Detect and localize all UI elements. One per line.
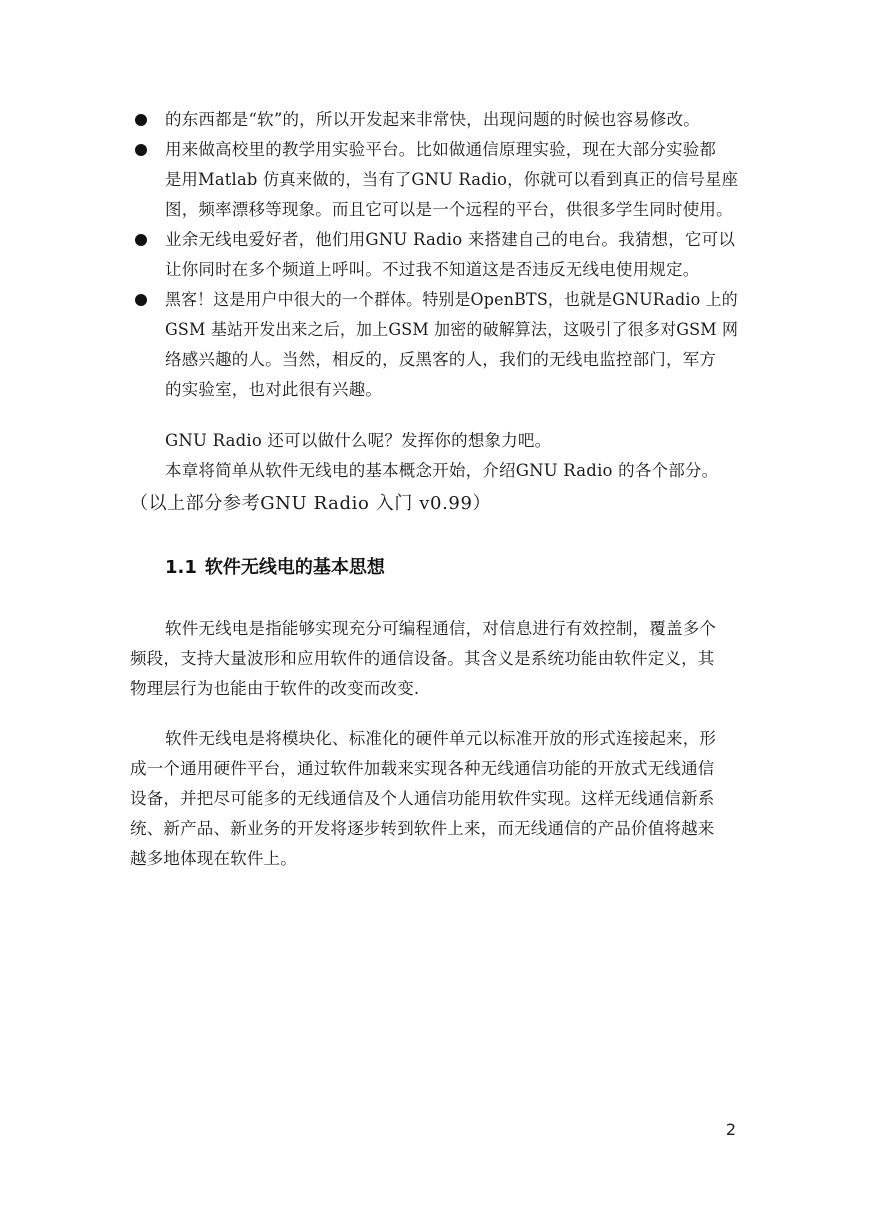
section-heading bbox=[165, 556, 385, 580]
intro-line: GNU Radio 还可以做什么呢？发挥你的想象力吧。 bbox=[165, 431, 552, 450]
intro-line: 本章将简单从软件无线电的基本概念开始，介绍GNU Radio 的各个部分。 bbox=[165, 461, 719, 480]
bullet-dot-icon bbox=[135, 114, 147, 126]
bullet-line: GSM 基站开发出来之后，加上GSM 加密的破解算法，这吸引了很多对GSM 网 bbox=[165, 320, 739, 339]
bullet-dot-icon bbox=[135, 234, 147, 246]
bullet-line: 是用Matlab 仿真来做的，当有了GNU Radio，你就可以看到真正的信号星座 bbox=[165, 170, 739, 189]
bullet-line: 业余无线电爱好者，他们用GNU Radio 来搭建自己的电台。我猜想，它可以 bbox=[165, 230, 736, 249]
bullet-line: 黑客！这是用户中很大的一个群体。特别是OpenBTS，也就是GNURadio 上的 bbox=[165, 290, 738, 309]
bullet-line: 的实验室，也对此很有兴趣。 bbox=[165, 380, 383, 399]
bullet-dot-icon bbox=[135, 294, 147, 306]
paragraph-line: 设备，并把尽可能多的无线通信及个人通信功能用软件实现。这样无线通信新系 bbox=[130, 789, 715, 808]
reference-note: （以上部分参考GNU Radio 入门 v0.99） bbox=[130, 493, 492, 514]
bullet-line: 图，频率漂移等现象。而且它可以是一个远程的平台，供很多学生同时使用。 bbox=[165, 200, 733, 219]
paragraph-line: 越多地体现在软件上。 bbox=[130, 849, 297, 868]
page-number: 2 bbox=[725, 1120, 736, 1139]
paragraph-line: 频段，支持大量波形和应用软件的通信设备。其含义是系统功能由软件定义，其 bbox=[130, 649, 715, 668]
paragraph-line: 软件无线电是将模块化、标准化的硬件单元以标准开放的形式连接起来，形 bbox=[165, 729, 717, 748]
bullet-dot-icon bbox=[135, 144, 147, 156]
paragraph-line: 成一个通用硬件平台，通过软件加载来实现各种无线通信功能的开放式无线通信 bbox=[130, 759, 715, 778]
bullet-line: 让你同时在多个频道上呼叫。不过我不知道这是否违反无线电使用规定。 bbox=[165, 260, 700, 279]
paragraph-line: 物理层行为也能由于软件的改变而改变. bbox=[130, 679, 420, 698]
bullet-line: 络感兴趣的人。当然，相反的，反黑客的人，我们的无线电监控部门，军方 bbox=[165, 350, 717, 369]
paragraph-line: 统、新产品、新业务的开发将逐步转到软件上来，而无线通信的产品价值将越来 bbox=[130, 819, 715, 838]
section-number: 1.1 bbox=[165, 557, 197, 578]
bullet-line: 用来做高校里的教学用实验平台。比如做通信原理实验，现在大部分实验都 bbox=[165, 140, 717, 159]
bullet-line: 的东西都是“软”的，所以开发起来非常快，出现问题的时候也容易修改。 bbox=[165, 110, 700, 129]
section-title: 软件无线电的基本思想 bbox=[204, 557, 385, 578]
paragraph-line: 软件无线电是指能够实现充分可编程通信，对信息进行有效控制，覆盖多个 bbox=[165, 619, 717, 638]
